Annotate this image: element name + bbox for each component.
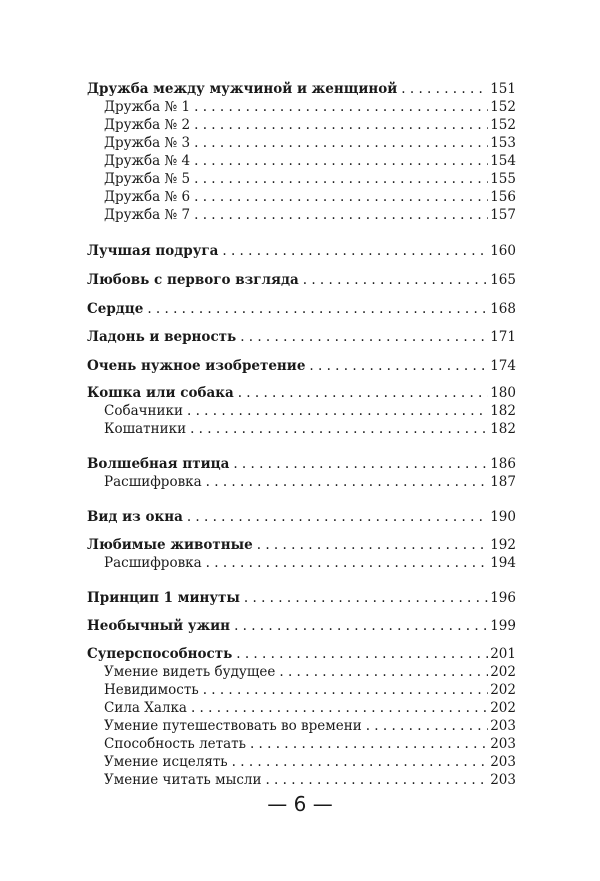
toc-subentry [87, 152, 516, 170]
toc-entry-page: 174 [490, 358, 516, 374]
toc-subentry [87, 735, 516, 753]
toc-subentry-page: 203 [490, 772, 516, 788]
toc-entry-page: 171 [490, 329, 516, 345]
toc-entry-title: Необычный ужин [87, 618, 231, 634]
toc-entry [87, 536, 516, 554]
toc-subentry-title: Расшифровка [104, 555, 202, 571]
toc-entry [87, 645, 516, 663]
toc-entry-page: 151 [490, 81, 516, 97]
toc-section [87, 328, 516, 346]
toc-subentry-page: 203 [490, 754, 516, 770]
toc-subentry-page: 202 [490, 664, 516, 680]
dot-leader [232, 753, 489, 771]
toc-entry [87, 242, 516, 260]
dot-leader [187, 508, 488, 526]
dot-leader [303, 271, 488, 289]
dot-leader [194, 188, 488, 206]
toc-subentry-title: Умение путешествовать во времени [104, 718, 362, 734]
dot-leader [191, 699, 488, 717]
toc-section [87, 589, 516, 607]
dot-leader [194, 134, 488, 152]
toc-entry-page: 192 [490, 537, 516, 553]
toc-subentry [87, 473, 516, 491]
toc-subentry-title: Способность летать [104, 736, 246, 752]
toc-entry-title: Ладонь и верность [87, 329, 237, 345]
dot-leader [233, 455, 488, 473]
toc-entry-page: 165 [490, 272, 516, 288]
toc-subentry-page: 202 [490, 700, 516, 716]
toc-entry-title: Лучшая подруга [87, 243, 219, 259]
toc-subentry-title: Собачники [104, 403, 183, 419]
toc-section [87, 455, 516, 491]
dot-leader [206, 473, 489, 491]
dot-leader [309, 357, 488, 375]
toc-subentry [87, 188, 516, 206]
toc-entry-page: 199 [490, 618, 516, 634]
toc-subentry [87, 206, 516, 224]
toc-subentry-title: Дружба № 5 [104, 171, 191, 187]
toc-subentry [87, 771, 516, 789]
toc-subentry-title: Умение читать мысли [104, 772, 262, 788]
toc-subentry-title: Дружба № 2 [104, 117, 191, 133]
dot-leader [147, 300, 488, 318]
toc-subentry [87, 116, 516, 134]
dot-leader [222, 242, 488, 260]
dot-leader [240, 328, 488, 346]
toc-section [87, 300, 516, 318]
toc-subentry-title: Дружба № 7 [104, 207, 191, 223]
toc-subentry-page: 182 [490, 403, 516, 419]
toc-entry [87, 357, 516, 375]
dot-leader [194, 152, 488, 170]
dot-leader [187, 402, 488, 420]
toc-subentry-page: 155 [490, 171, 516, 187]
toc-section [87, 508, 516, 526]
toc-section [87, 357, 516, 375]
toc-subentry-page: 157 [490, 207, 516, 223]
toc-subentry-page: 153 [490, 135, 516, 151]
toc-entry-title: Суперспособность [87, 646, 233, 662]
dot-leader [244, 589, 488, 607]
dot-leader [190, 420, 488, 438]
dot-leader [206, 554, 489, 572]
dot-leader [236, 645, 488, 663]
toc-subentry-page: 203 [490, 718, 516, 734]
toc-subentry [87, 402, 516, 420]
dot-leader [279, 663, 488, 681]
page-number: — 6 — [267, 792, 333, 816]
toc-entry [87, 455, 516, 473]
toc-entry-title: Очень нужное изобретение [87, 358, 306, 374]
dot-leader [265, 771, 488, 789]
toc-section [87, 242, 516, 260]
dot-leader [194, 170, 488, 188]
toc-subentry [87, 420, 516, 438]
toc-subentry [87, 170, 516, 188]
toc-entry-title: Кошка или собака [87, 385, 234, 401]
toc-entry [87, 300, 516, 318]
toc-subentry-title: Дружба № 3 [104, 135, 191, 151]
dot-leader [194, 206, 488, 224]
toc-entry-title: Вид из окна [87, 509, 183, 525]
toc-subentry [87, 681, 516, 699]
toc-entry [87, 589, 516, 607]
toc-section [87, 536, 516, 572]
toc-entry-title: Любовь с первого взгляда [87, 272, 299, 288]
toc-entry-page: 196 [490, 590, 516, 606]
toc-subentry [87, 663, 516, 681]
toc-subentry [87, 753, 516, 771]
toc-section [87, 645, 516, 789]
toc-subentry-title: Дружба № 4 [104, 153, 191, 169]
toc-subentry [87, 134, 516, 152]
dot-leader [194, 98, 488, 116]
toc-entry-title: Сердце [87, 301, 144, 317]
toc-entry [87, 271, 516, 289]
dot-leader [366, 717, 489, 735]
toc-subentry-title: Дружба № 6 [104, 189, 191, 205]
toc-entry-title: Любимые животные [87, 537, 253, 553]
dot-leader [234, 617, 488, 635]
toc-entry-title: Волшебная птица [87, 456, 230, 472]
toc-subentry-page: 154 [490, 153, 516, 169]
toc-entry [87, 617, 516, 635]
toc-entry-page: 186 [490, 456, 516, 472]
toc-section [87, 271, 516, 289]
toc-subentry [87, 717, 516, 735]
toc-subentry-page: 194 [490, 555, 516, 571]
toc-subentry-page: 187 [490, 474, 516, 490]
toc-subentry-title: Сила Халка [104, 700, 187, 716]
toc-subentry [87, 554, 516, 572]
dot-leader [401, 80, 488, 98]
toc-entry-title: Принцип 1 минуты [87, 590, 240, 606]
toc-subentry-title: Дружба № 1 [104, 99, 191, 115]
toc-entry [87, 328, 516, 346]
toc-entry-page: 201 [490, 646, 516, 662]
toc-section [87, 384, 516, 438]
toc-subentry-title: Невидимость [104, 682, 199, 698]
toc-subentry-title: Умение видеть будущее [104, 664, 276, 680]
dot-leader [257, 536, 488, 554]
dot-leader [238, 384, 489, 402]
toc-entry-title: Дружба между мужчиной и женщиной [87, 81, 398, 97]
toc-subentry-page: 202 [490, 682, 516, 698]
toc-subentry-title: Кошатники [104, 421, 187, 437]
dot-leader [203, 681, 489, 699]
toc-subentry-page: 152 [490, 99, 516, 115]
dot-leader [194, 116, 488, 134]
toc-entry-page: 168 [490, 301, 516, 317]
toc-entry [87, 80, 516, 98]
toc-subentry-page: 182 [490, 421, 516, 437]
dot-leader [250, 735, 488, 753]
toc-section [87, 617, 516, 635]
toc-subentry [87, 98, 516, 116]
toc-subentry-title: Умение исцелять [104, 754, 228, 770]
toc-entry-page: 160 [490, 243, 516, 259]
table-of-contents [87, 80, 516, 789]
toc-entry [87, 384, 516, 402]
toc-subentry-page: 152 [490, 117, 516, 133]
toc-section [87, 80, 516, 224]
toc-subentry [87, 699, 516, 717]
toc-entry-page: 180 [490, 385, 516, 401]
toc-entry [87, 508, 516, 526]
toc-subentry-page: 203 [490, 736, 516, 752]
toc-subentry-title: Расшифровка [104, 474, 202, 490]
toc-entry-page: 190 [490, 509, 516, 525]
toc-subentry-page: 156 [490, 189, 516, 205]
